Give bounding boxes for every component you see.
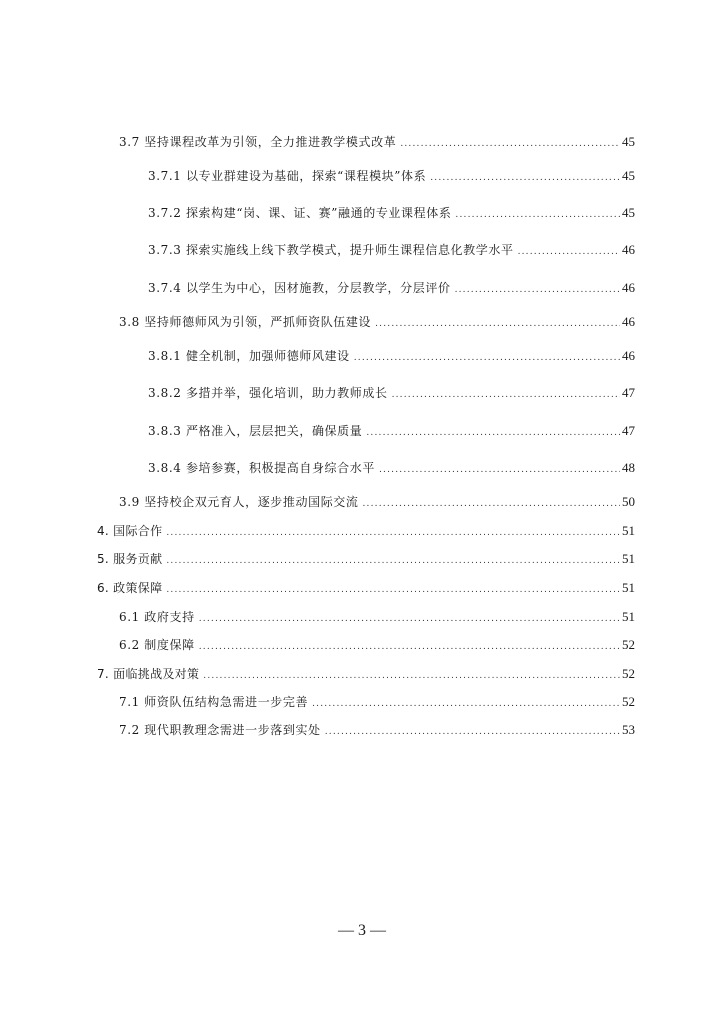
- toc-leader-dots: [430, 168, 620, 188]
- toc-entry-title: 3.8.1 健全机制，加强师德师风建设: [148, 349, 350, 363]
- toc-entry-6-1[interactable]: [119, 607, 635, 627]
- toc-entry-title: 3.8.3 严格准入，层层把关，确保质量: [148, 424, 363, 438]
- toc-leader-dots: [166, 551, 620, 571]
- toc-entry-title: 7.1 师资队伍结构急需进一步完善: [119, 695, 309, 709]
- toc-entry-4[interactable]: [97, 521, 635, 541]
- toc-entry-page: 51: [622, 551, 635, 566]
- toc-entry-page: 51: [622, 523, 635, 538]
- toc-entry-7-1[interactable]: [119, 692, 635, 712]
- toc-entry-page: 51: [622, 580, 635, 595]
- toc-leader-dots: [455, 205, 620, 225]
- toc-entry-3-8-4[interactable]: [148, 458, 635, 478]
- toc-leader-dots: [199, 637, 620, 657]
- toc-entry-page: 51: [622, 609, 635, 624]
- toc-entry-title: 6. 政策保障: [97, 581, 163, 595]
- toc-leader-dots: [203, 666, 620, 686]
- toc-entry-3-9[interactable]: [119, 492, 635, 512]
- toc-entry-page: 52: [622, 694, 635, 709]
- toc-entry-page: 52: [622, 637, 635, 652]
- toc-entry-7-2[interactable]: [119, 720, 635, 740]
- toc-entry-3-7-4[interactable]: [148, 278, 635, 298]
- toc-entry-title: 3.8.2 多措并举，强化培训，助力教师成长: [148, 386, 388, 400]
- toc-entry-title: 3.7.2 探索构建“岗、课、证、赛”融通的专业课程体系: [148, 206, 452, 220]
- page-number: — 3 —: [338, 922, 386, 939]
- toc-entry-page: 52: [622, 666, 635, 681]
- toc-entry-title: 3.7.1 以专业群建设为基础，探索“课程模块”体系: [148, 169, 427, 183]
- toc-entry-7[interactable]: [97, 664, 635, 684]
- toc-entry-page: 46: [622, 348, 635, 363]
- toc-entry-title: 6.1 政府支持: [119, 610, 195, 624]
- toc-entry-page: 45: [622, 168, 635, 183]
- toc-entry-3-7-1[interactable]: [148, 166, 635, 186]
- toc-entry-page: 46: [622, 280, 635, 295]
- toc-entry-page: 46: [622, 314, 635, 329]
- toc-leader-dots: [199, 609, 620, 629]
- toc-entry-page: 46: [622, 242, 635, 257]
- toc-leader-dots: [312, 694, 620, 714]
- toc-entry-title: 7.2 现代职教理念需进一步落到实处: [119, 723, 321, 737]
- toc-entry-title: 7. 面临挑战及对策: [97, 667, 200, 681]
- toc-entry-page: 53: [622, 722, 635, 737]
- toc-leader-dots: [366, 423, 620, 443]
- toc-entry-3-8-1[interactable]: [148, 346, 635, 366]
- toc-entry-page: 45: [622, 205, 635, 220]
- toc-entry-3-8-3[interactable]: [148, 421, 635, 441]
- toc-entry-title: 3.7 坚持课程改革为引领，全力推进教学模式改革: [119, 135, 397, 149]
- toc-leader-dots: [392, 385, 620, 405]
- toc-entry-title: 3.8.4 参培参赛，积极提高自身综合水平: [148, 461, 375, 475]
- toc-leader-dots: [354, 348, 620, 368]
- toc-entry-title: 4. 国际合作: [97, 524, 163, 538]
- toc-entry-3-7-2[interactable]: [148, 203, 635, 223]
- toc-entry-page: 45: [622, 134, 635, 149]
- toc-entry-3-7-3[interactable]: [148, 240, 635, 260]
- toc-leader-dots: [166, 580, 620, 600]
- toc-leader-dots: [518, 242, 620, 262]
- toc-leader-dots: [379, 460, 620, 480]
- toc-entry-title: 3.9 坚持校企双元育人，逐步推动国际交流: [119, 495, 359, 509]
- toc-leader-dots: [375, 314, 620, 334]
- toc-entry-page: 47: [622, 423, 635, 438]
- toc-leader-dots: [363, 494, 621, 514]
- toc-entry-3-8-2[interactable]: [148, 383, 635, 403]
- toc-leader-dots: [325, 722, 620, 742]
- toc-entry-5[interactable]: [97, 549, 635, 569]
- toc-entry-title: 5. 服务贡献: [97, 552, 163, 566]
- toc-leader-dots: [400, 134, 620, 154]
- toc-entry-3-7[interactable]: [119, 132, 635, 152]
- toc-entry-6-2[interactable]: [119, 635, 635, 655]
- toc-entry-6[interactable]: [97, 578, 635, 598]
- toc-leader-dots: [166, 523, 620, 543]
- toc-entry-page: 47: [622, 385, 635, 400]
- toc-entry-page: 50: [622, 494, 635, 509]
- toc-entry-title: 3.8 坚持师德师风为引领，严抓师资队伍建设: [119, 315, 372, 329]
- toc-entry-3-8[interactable]: [119, 312, 635, 332]
- toc-entry-page: 48: [622, 460, 635, 475]
- toc-entry-title: 6.2 制度保障: [119, 638, 195, 652]
- toc-entry-title: 3.7.3 探索实施线上线下教学模式，提升师生课程信息化教学水平: [148, 243, 514, 257]
- toc-leader-dots: [455, 280, 620, 300]
- toc-entry-title: 3.7.4 以学生为中心，因材施教，分层教学，分层评价: [148, 281, 451, 295]
